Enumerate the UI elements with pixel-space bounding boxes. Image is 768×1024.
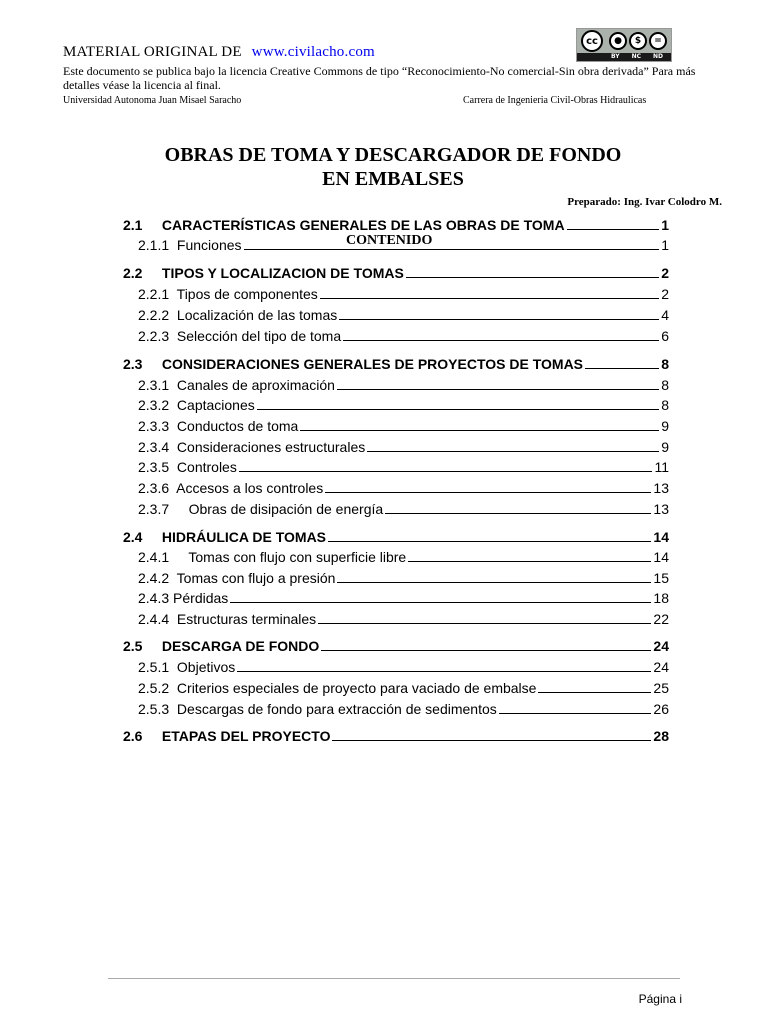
toc-leader-line	[406, 263, 659, 278]
toc-leader-line	[230, 588, 651, 603]
cc-nc-label: NC	[631, 53, 641, 60]
university-name: Universidad Autonoma Juan Misael Saracho	[63, 95, 242, 106]
toc-page-number: 2	[661, 265, 669, 281]
title-line-1: OBRAS DE TOMA Y DESCARGADOR DE FONDO	[164, 144, 622, 166]
toc-page-number: 24	[653, 659, 669, 675]
toc-leader-line	[244, 235, 660, 250]
toc-subsection-row[interactable]	[123, 437, 669, 457]
toc-leader-line	[367, 437, 659, 452]
toc-subsection-row[interactable]	[123, 416, 669, 436]
toc-entry-label: 2.2.3 Selección del tipo de toma	[138, 328, 342, 344]
toc-entry-label: 2.3 CONSIDERACIONES GENERALES DE PROYECTOS DE TOMAS	[123, 356, 584, 372]
toc-leader-line	[567, 215, 660, 230]
toc-page-number: 11	[654, 459, 669, 475]
toc-page-number: 8	[661, 356, 669, 372]
toc-entry-label: 2.2.2 Localización de las tomas	[138, 307, 338, 323]
toc-leader-line	[328, 527, 651, 542]
toc-leader-line	[237, 657, 651, 672]
toc-subsection-row[interactable]	[123, 305, 669, 325]
toc-leader-line	[318, 609, 651, 624]
toc-subsection-row[interactable]	[123, 326, 669, 346]
toc-leader-line	[343, 326, 659, 341]
toc-page-number: 25	[653, 680, 669, 696]
toc-subsection-row[interactable]	[123, 547, 669, 567]
toc-page-number: 9	[661, 418, 669, 434]
toc-section-row[interactable]	[123, 263, 669, 283]
toc-page-number: 14	[653, 549, 669, 565]
toc-entry-label: 2.2 TIPOS Y LOCALIZACION DE TOMAS	[123, 265, 404, 281]
toc-leader-line	[337, 568, 651, 583]
cc-circle-icon: cc	[581, 30, 603, 52]
toc-leader-line	[332, 726, 651, 741]
toc-entry-label: 2.3.7 Obras de disipación de energía	[138, 501, 384, 517]
toc-entry-label: 2.5.3 Descargas de fondo para extracción de sedimentos	[138, 701, 497, 717]
toc-page-number: 22	[653, 611, 669, 627]
cc-nd-label: ND	[652, 53, 663, 60]
no-dollar-icon: $	[629, 32, 647, 50]
toc-entry-label: 2.4.4 Estructuras terminales	[138, 611, 317, 627]
toc-page-number: 9	[661, 439, 669, 455]
toc-entry-label: 2.3.6 Accesos a los controles	[138, 480, 324, 496]
toc-page-number: 18	[653, 590, 669, 606]
contenido-heading: CONTENIDO	[346, 233, 433, 248]
toc-entry-label: 2.3.5 Controles	[138, 459, 237, 475]
toc-page-number: 1	[661, 237, 669, 253]
toc-page-number: 28	[653, 728, 669, 744]
toc-leader-line	[325, 478, 651, 493]
toc-leader-line	[408, 547, 651, 562]
toc-entry-label: 2.4 HIDRÁULICA DE TOMAS	[123, 529, 327, 545]
toc-subsection-row[interactable]	[123, 568, 669, 588]
institution-line	[63, 95, 723, 109]
toc-entry-label: 2.5.1 Objetivos	[138, 659, 236, 675]
toc-subsection-row[interactable]	[123, 457, 669, 477]
equals-icon: =	[649, 32, 667, 50]
toc-page-number: 8	[661, 397, 669, 413]
cc-by-label: BY	[610, 53, 620, 60]
toc-subsection-row[interactable]	[123, 699, 669, 719]
footer-divider	[108, 978, 680, 979]
toc-section-row[interactable]	[123, 527, 669, 547]
toc-leader-line	[239, 457, 653, 472]
license-text: Este documento se publica bajo la licencia Creative Commons de tipo “Reconocimiento-No comercial-Sin obra derivada” Para más detalles véase la licencia al final.	[63, 64, 696, 92]
toc-leader-line	[385, 499, 651, 514]
career-name: Carrera de Ingenieria Civil-Obras Hidraulicas	[463, 95, 647, 106]
toc-entry-label: 2.6 ETAPAS DEL PROYECTO	[123, 728, 331, 744]
toc-page-number: 15	[653, 570, 669, 586]
toc-leader-line	[339, 305, 659, 320]
toc-subsection-row[interactable]	[123, 375, 669, 395]
material-label: MATERIAL ORIGINAL DE	[63, 44, 242, 60]
toc-subsection-row[interactable]	[123, 609, 669, 629]
toc-page-number: 26	[653, 701, 669, 717]
toc-page-number: 13	[653, 501, 669, 517]
toc-subsection-row[interactable]	[123, 478, 669, 498]
toc-subsection-row[interactable]	[123, 678, 669, 698]
person-icon: ●	[609, 32, 627, 50]
toc-entry-label: 2.4.2 Tomas con flujo a presión	[138, 570, 336, 586]
toc-section-row[interactable]	[123, 354, 669, 374]
toc-leader-line	[538, 678, 651, 693]
toc-subsection-row[interactable]	[123, 284, 669, 304]
toc-subsection-row[interactable]	[123, 657, 669, 677]
page-number: Página i	[638, 992, 682, 1006]
toc-entry-label: 2.3.4 Consideraciones estructurales	[138, 439, 366, 455]
title-line-2: EN EMBALSES	[322, 168, 464, 190]
toc-entry-label: 2.2.1 Tipos de componentes	[138, 286, 318, 302]
toc-page-number: 14	[653, 529, 669, 545]
toc-entry-label: 2.3.3 Conductos de toma	[138, 418, 299, 434]
toc-entry-label: 2.5 DESCARGA DE FONDO	[123, 638, 320, 654]
toc-entry-label: 2.1.1 Funciones	[138, 237, 242, 253]
toc-section-row[interactable]	[123, 636, 669, 656]
toc-page-number: 1	[661, 217, 669, 233]
toc-leader-line	[499, 699, 652, 714]
toc-leader-line	[337, 375, 659, 390]
toc-leader-line	[585, 354, 659, 369]
toc-subsection-row[interactable]	[123, 395, 669, 415]
creative-commons-icon[interactable]	[576, 28, 672, 62]
toc-page-number: 8	[661, 377, 669, 393]
prepared-by: Preparado: Ing. Ivar Colodro M.	[567, 196, 722, 208]
toc-page-number: 6	[661, 328, 669, 344]
toc-subsection-row[interactable]	[123, 499, 669, 519]
toc-leader-line	[320, 284, 659, 299]
toc-page-number: 2	[661, 286, 669, 302]
toc-entry-label: 2.1 CARACTERÍSTICAS GENERALES DE LAS OBRAS DE TOMA	[123, 217, 565, 233]
toc-section-row[interactable]	[123, 215, 669, 235]
toc-entry-label: 2.5.2 Criterios especiales de proyecto para vaciado de embalse	[138, 680, 537, 696]
toc-entry-label: 2.4.3 Pérdidas	[138, 590, 229, 606]
toc-leader-line	[321, 636, 651, 651]
toc-entry-label: 2.4.1 Tomas con flujo con superficie libre	[138, 549, 407, 565]
toc-section-row[interactable]	[123, 726, 669, 746]
toc-leader-line	[300, 416, 659, 431]
toc-page-number: 13	[653, 480, 669, 496]
toc-leader-line	[257, 395, 659, 410]
toc-page-number: 24	[653, 638, 669, 654]
toc-subsection-row[interactable]	[123, 588, 669, 608]
document-title	[0, 143, 768, 191]
toc-entry-label: 2.3.2 Captaciones	[138, 397, 255, 413]
toc-entry-label: 2.3.1 Canales de aproximación	[138, 377, 335, 393]
civilacho-link[interactable]: www.civilacho.com	[251, 44, 375, 60]
toc-page-number: 4	[661, 307, 669, 323]
